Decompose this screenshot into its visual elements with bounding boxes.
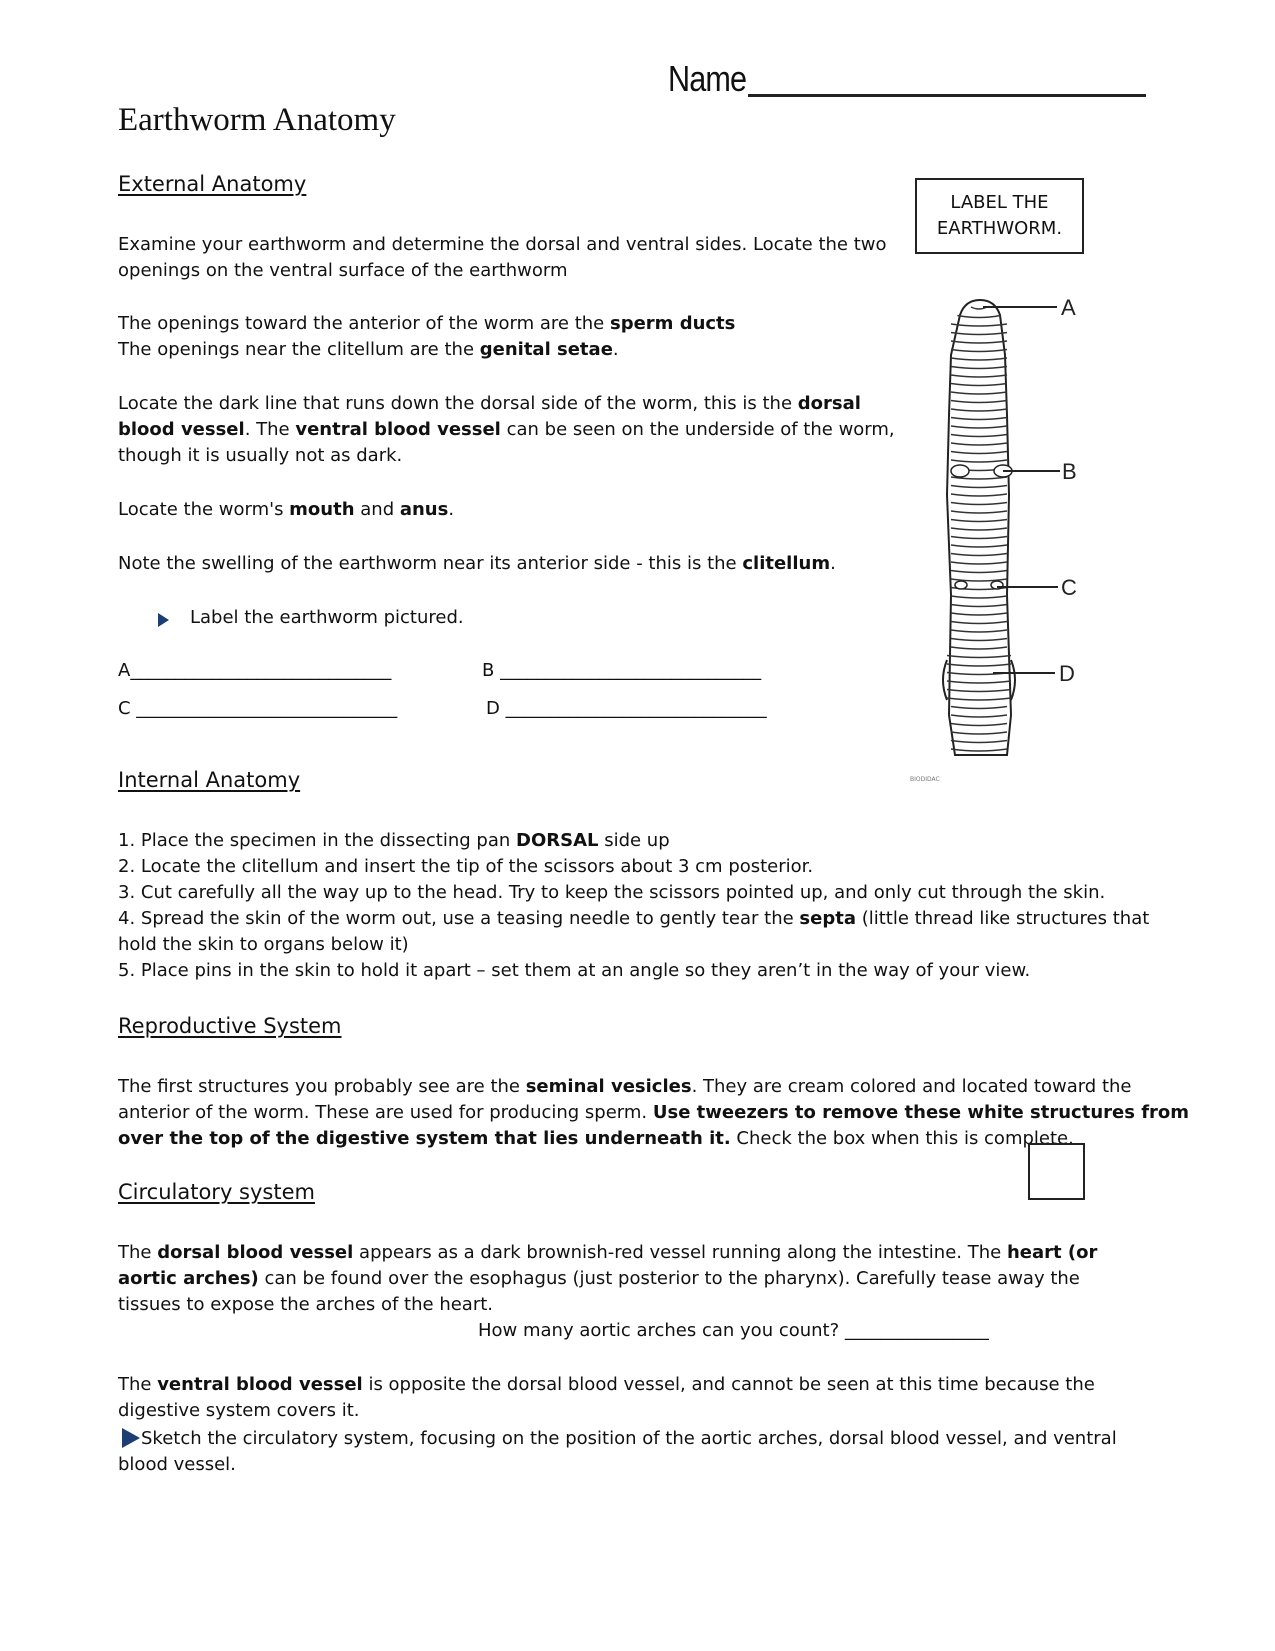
external-para-1-line-1: Examine your earthworm and determine the dorsal and ventral sides. Locate the two (118, 234, 887, 255)
worm-segment-ring (951, 622, 1007, 624)
worm-segment-ring (947, 698, 1011, 700)
aortic-arches-question[interactable]: How many aortic arches can you count? ________________ (478, 1320, 989, 1341)
circulatory-line-1: The dorsal blood vessel appears as a dark brownish-red vessel running along the intestine. The heart (or (118, 1242, 1098, 1263)
dorsal-vessel-line-2: blood vessel. The ventral blood vessel can be seen on the underside of the worm, (118, 419, 895, 440)
worm-segment-ring (951, 545, 1007, 547)
internal-step-5: 5. Place pins in the skin to hold it apart – set them at an angle so they aren’t in the way of your view. (118, 960, 1031, 981)
worm-label-b: B (1062, 459, 1077, 484)
section-heading-internal: Internal Anatomy (118, 768, 301, 792)
section-heading-external: External Anatomy (118, 172, 307, 196)
worm-segment-ring (951, 324, 1007, 326)
dorsal-vessel-line-3: though it is usually not as dark. (118, 445, 403, 466)
label-box-line2: EARTHWORM. (936, 218, 1063, 239)
worm-segment-ring (951, 384, 1007, 386)
bullet-label-text: Label the earthworm pictured. (190, 607, 464, 628)
worm-segment-ring (951, 571, 1007, 573)
genital-setae-line: The openings near the clitellum are the genital setae. (118, 339, 619, 360)
worm-label-a: A (1061, 295, 1076, 320)
worm-segment-ring (951, 375, 1007, 377)
worm-segment-ring (951, 333, 1007, 335)
worm-segment-ring (951, 613, 1007, 615)
worm-segment-ring (951, 443, 1007, 445)
section-heading-circulatory: Circulatory system (118, 1180, 315, 1204)
worm-segment-ring (947, 656, 1011, 658)
circulatory-line-3: tissues to expose the arches of the heart. (118, 1294, 494, 1315)
worm-segment-ring (951, 724, 1007, 726)
worm-segment-ring (951, 554, 1007, 556)
worm-segment-ring (951, 392, 1007, 394)
worm-segment-ring (951, 341, 1007, 343)
worm-segment-ring (951, 418, 1007, 420)
worm-segment-ring (951, 596, 1007, 598)
worm-segment-ring (951, 401, 1007, 403)
answer-blank-b[interactable]: B _____________________________ (482, 660, 762, 681)
worm-segment-ring (951, 460, 1007, 462)
worm-label-d: D (1059, 661, 1075, 686)
name-label: Name (668, 58, 747, 99)
worm-segment-ring (951, 520, 1007, 522)
sperm-ducts-line: The openings toward the anterior of the worm are the sperm ducts (118, 313, 736, 334)
internal-step-4-cont: hold the skin to organs below it) (118, 934, 409, 955)
worm-label-c: C (1061, 575, 1077, 600)
label-instruction-box (915, 178, 1084, 254)
term-sperm-ducts: sperm ducts (609, 313, 736, 334)
worm-segment-ring (951, 749, 1007, 751)
section-heading-reproductive: Reproductive System (118, 1014, 342, 1038)
worm-segment-ring (951, 367, 1007, 369)
name-field-line[interactable] (748, 94, 1146, 97)
worm-segment-ring (951, 494, 1007, 496)
page-title: Earthworm Anatomy (118, 102, 396, 138)
worm-segment-ring (951, 435, 1007, 437)
reproductive-line-3: over the top of the digestive system that lies underneath it. Check the box when this is complete. (118, 1128, 1074, 1149)
worm-segment-ring (951, 511, 1007, 513)
answer-blank-a[interactable]: A_____________________________ (118, 660, 392, 681)
label-box-line1: LABEL THE (950, 192, 1049, 213)
worm-segment-ring (951, 503, 1007, 505)
circulatory-line-2: aortic arches) can be found over the esophagus (just posterior to the pharynx). Carefully tease away the (118, 1268, 1080, 1289)
worm-segment-ring (951, 605, 1007, 607)
ventral-vessel-line-2: digestive system covers it. (118, 1400, 360, 1421)
worm-segment-ring (951, 647, 1007, 649)
ventral-vessel-line-1: The ventral blood vessel is opposite the dorsal blood vessel, and cannot be seen at this time because the (118, 1374, 1095, 1395)
internal-step-3: 3. Cut carefully all the way up to the head. Try to keep the scissors pointed up, and only cut through the skin. (118, 882, 1106, 903)
worm-segment-ring (951, 452, 1007, 454)
internal-step-1: 1. Place the specimen in the dissecting pan DORSAL side up (118, 830, 670, 851)
reproductive-line-2: anterior of the worm. These are used for producing sperm. Use tweezers to remove these white structures from (118, 1102, 1190, 1123)
internal-step-4: 4. Spread the skin of the worm out, use a teasing needle to gently tear the septa (little thread like structures that (118, 908, 1150, 929)
answer-blank-c[interactable]: C _____________________________ (118, 698, 398, 719)
bullet-triangle-icon (158, 612, 169, 631)
worm-segment-ring (951, 537, 1007, 539)
figure-credit: BIODIDAC (910, 776, 940, 783)
completion-checkbox[interactable] (1028, 1143, 1085, 1200)
sketch-instruction-line-2: blood vessel. (118, 1454, 236, 1475)
worm-segment-ring (951, 528, 1007, 530)
worm-segment-ring (951, 562, 1007, 564)
worm-segment-ring (947, 690, 1011, 692)
worm-segment-ring (951, 426, 1007, 428)
clitellum-line: Note the swelling of the earthworm near its anterior side - this is the clitellum. (118, 553, 836, 574)
reproductive-line-1: The first structures you probably see are the seminal vesicles. They are cream colored and located toward the (118, 1076, 1132, 1097)
worm-segment-ring (951, 732, 1007, 734)
worm-segment-ring (951, 639, 1007, 641)
term-genital-setae: genital setae (479, 339, 613, 360)
earthworm-diagram (925, 295, 1105, 785)
worm-segment-ring (947, 681, 1011, 683)
answer-blank-d[interactable]: D _____________________________ (486, 698, 767, 719)
internal-step-2: 2. Locate the clitellum and insert the tip of the scissors about 3 cm posterior. (118, 856, 814, 877)
worm-segment-ring (951, 486, 1007, 488)
worm-segment-ring (951, 707, 1007, 709)
worm-segment-ring (957, 316, 1000, 318)
mouth-anus-line: Locate the worm's mouth and anus. (118, 499, 455, 520)
worm-segment-ring (951, 409, 1007, 411)
sketch-triangle-icon (122, 1428, 140, 1452)
worm-segment-ring (951, 630, 1007, 632)
sketch-instruction-line-1: Sketch the circulatory system, focusing on the position of the aortic arches, dorsal blood vessel, and ventral (141, 1428, 1117, 1449)
worm-segment-ring (951, 358, 1007, 360)
dorsal-vessel-line-1: Locate the dark line that runs down the dorsal side of the worm, this is the dorsal (118, 393, 861, 414)
worm-segment-ring (951, 715, 1007, 717)
worm-segment-ring (947, 664, 1011, 666)
external-para-1-line-2: openings on the ventral surface of the earthworm (118, 260, 568, 281)
worm-segment-ring (951, 350, 1007, 352)
worm-segment-ring (951, 741, 1007, 743)
